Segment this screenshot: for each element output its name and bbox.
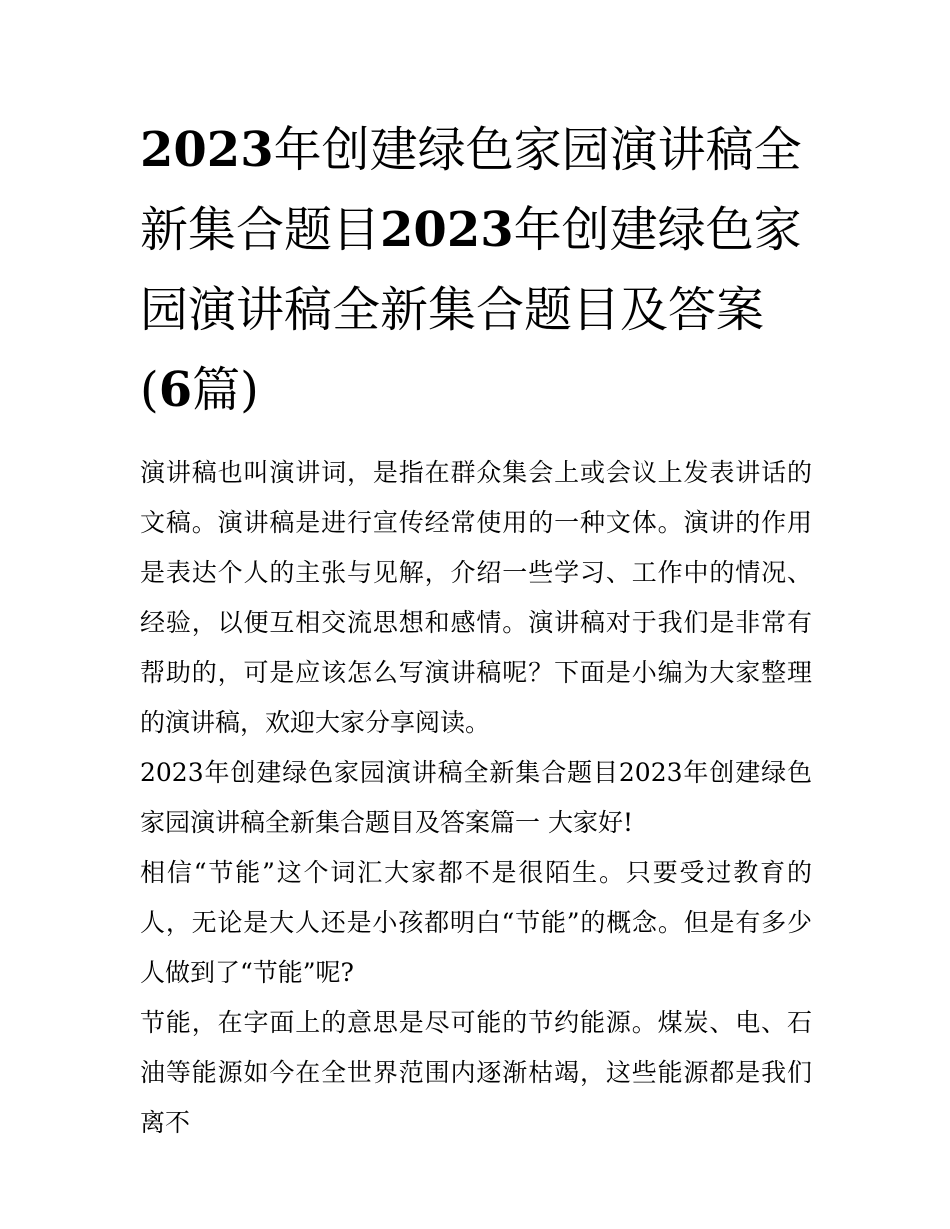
intro-paragraph: 演讲稿也叫演讲词，是指在群众集会上或会议上发表讲话的文稿。演讲稿是进行宣传经常使用的一种文体。演讲的作用是表达个人的主张与见解，介绍一些学习、工作中的情况、经验，以便互相交流思想和感情。演讲稿对于我们是非常有帮助的，可是应该怎么写演讲稿呢？下面是小编为大家整理的演讲稿，欢迎大家分享阅读。 xyxy=(140,458,812,737)
title-text-3: 篇) xyxy=(192,362,259,418)
body-paragraph: 节能，在字面上的意思是尽可能的节约能源。煤炭、电、石油等能源如今在全世界范围内逐渐枯竭，这些能源都是我们离不 xyxy=(140,1008,812,1137)
title-year-1: 2023 xyxy=(140,122,274,178)
title-text-1: 年创建绿色家园演讲稿全新集合题目 xyxy=(140,122,802,258)
title-count: 6 xyxy=(158,362,193,418)
title-year-2: 2023 xyxy=(380,202,514,258)
title-text-2: 年创建绿色家园演讲稿全新集合题目及答案( xyxy=(140,202,802,418)
body-paragraph: 相信“节能”这个词汇大家都不是很陌生。只要受过教育的人，无论是大人还是小孩都明白“节能”的概念。但是有多少人做到了“节能”呢? xyxy=(140,858,812,987)
document-title xyxy=(140,110,812,430)
document-page xyxy=(140,110,812,1148)
section-heading-paragraph: 2023年创建绿色家园演讲稿全新集合题目2023年创建绿色家园演讲稿全新集合题目及答案篇一 大家好! xyxy=(140,758,812,837)
